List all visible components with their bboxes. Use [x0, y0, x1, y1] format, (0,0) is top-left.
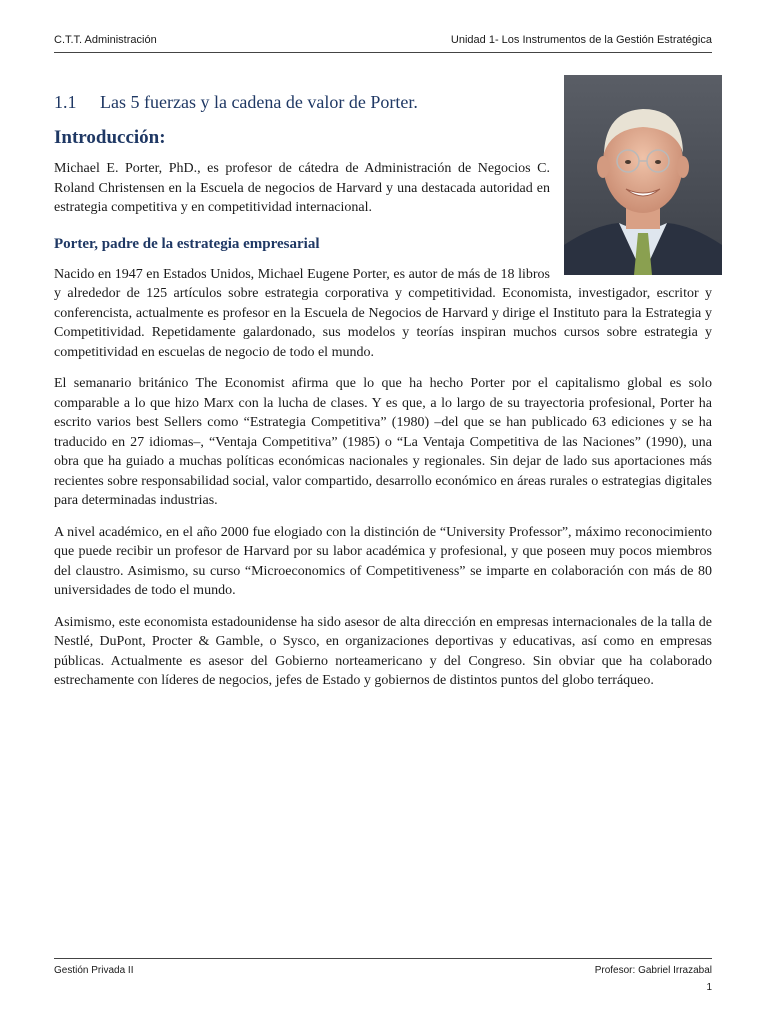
page-number: 1 — [706, 982, 712, 993]
section-title-text: Las 5 fuerzas y la cadena de valor de Porter. — [100, 92, 418, 112]
porter-portrait-photo — [564, 75, 722, 275]
body-paragraph: A nivel académico, en el año 2000 fue elogiado con la distinción de “University Professor”, máximo reconocimiento que puede recibir un profesor de Harvard por su labor académica y profesional, y que poseen muy pocos miembros del claustro. Asimismo, su curso “Microeconomics of Competitiveness” se imparte en colaboración con más de 80 universidades de todo el mundo. — [54, 524, 712, 598]
header-right: Unidad 1- Los Instrumentos de la Gestión Estratégica — [450, 34, 712, 46]
body-paragraph: Asimismo, este economista estadounidense ha sido asesor de alta dirección en empresas internacionales de la talla de Nestlé, DuPont, Procter & Gamble, o Sysco, en organizaciones deportivas y educativas, así como en empresas públicas. Actualmente es asesor del Gobierno norteamericano y del Congreso. Sin obviar que ha colaborado estrechamente con líderes de negocios, jefes de Estado y gobiernos de distintos puntos del globo terráqueo. — [54, 614, 712, 688]
body-paragraph: Nacido en 1947 en Estados Unidos, Michael Eugene Porter, es autor de más de 18 libros y alrededor de 125 artículos sobre estrategia corporativa y competitividad. Economista, investigador, escritor y conferencista, actualmente es profesor en la Escuela de Negocios de Harvard y dirige el Instituto para la Estrategia y Competitividad. Repetidamente galardonado, sus modelos y teorías inspiran muchos cursos sobre estrategia y competitividad en escuelas de negocio de todo el mundo. — [54, 266, 712, 360]
subsection-title: Porter, padre de la estrategia empresarial — [54, 235, 320, 252]
section-number: 1.1 — [54, 92, 77, 112]
body-paragraph: El semanario británico The Economist afirma que lo que ha hecho Porter por el capitalismo global es solo comparable a lo que hizo Marx con la lucha de clases. Y es que, a lo largo de su trayectoria profesional, Porter ha escrito varios best Sellers como “Estrategia Competitiva” (1980) –del que se han publicado 63 ediciones y se ha traducido en 27 idiomas–, “Ventaja Competitiva” (1985) o “La Ventaja Competitiva de las Naciones” (1990), una obra que ha guiado a muchas políticas económicas nacionales y regionales. Sin dejar de lado sus aportaciones más recientes sobre responsabilidad social, valor compartido, desarrollo económico en áreas rurales o estrategias digitales para determinadas industrias. — [54, 376, 712, 508]
page-header — [54, 34, 712, 53]
document-body — [54, 86, 712, 703]
footer-right: Profesor: Gabriel Irrazabal — [594, 965, 712, 976]
footer-left: Gestión Privada II — [54, 965, 134, 976]
intro-title: Introducción: — [54, 127, 166, 148]
intro-paragraph: Michael E. Porter, PhD., es profesor de cátedra de Administración de Negocios C. Roland Christensen en la Escuela de negocios de Harvard y una destacada autoridad en estrategia competitiva y en competitividad internacional. — [54, 161, 550, 215]
page-footer — [54, 958, 712, 993]
header-left: C.T.T. Administración — [54, 34, 157, 46]
